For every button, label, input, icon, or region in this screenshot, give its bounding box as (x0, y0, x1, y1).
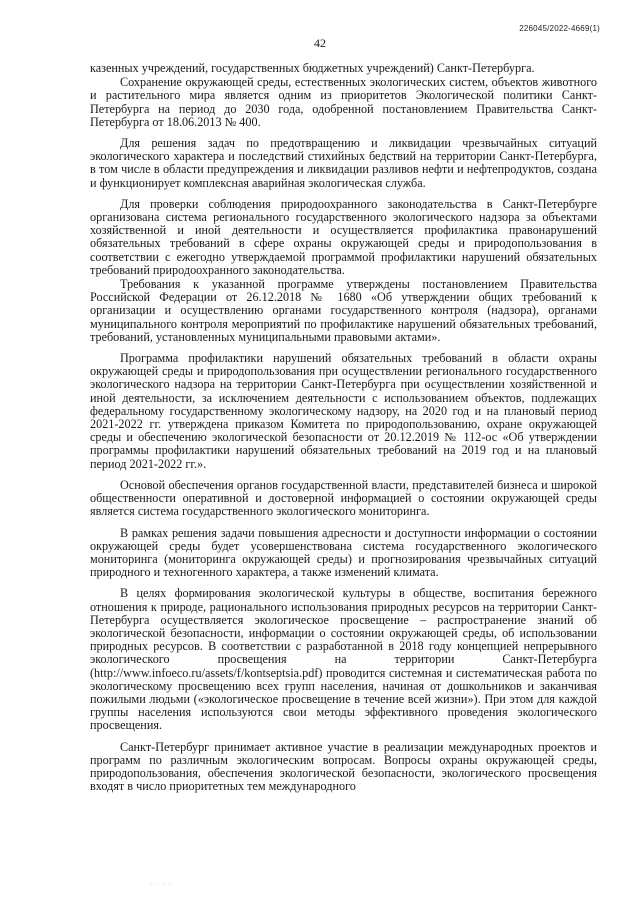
paragraph: Сохранение окружающей среды, естественных экологических систем, объектов животного и растительного мира является одним из приоритетов Экологической политики Санкт-Петербурга на период до 2030 года, одобренной постановлением Правительства Санкт-Петербурга от 18.06.2013 № 400. (90, 75, 597, 129)
scan-marks: · · · · (150, 881, 172, 889)
page-number: 42 (314, 36, 326, 50)
paragraph: В целях формирования экологической культуры в обществе, воспитания бережного отношения к природе, рационального использования природных ресурсов на территории Санкт-Петербурга осуществляется экологическое просвещение – распространение знаний об экологической безопасности, информации о состоянии окружающей среды, об использовании природных ресурсов. В соответствии с разработанной в 2018 году концепцией непрерывного экологического просвещения на территории Санкт-Петербурга (http://www.infoeco.ru/assets/f/kontseptsia.pdf) проводится системная и систематическая работа по экологическому просвещению всех групп населения, начиная от дошкольников и заканчивая пожилыми людьми («экологическое просвещение в течение всей жизни»). При этом для каждой группы населения используются свои методы эффективного проведения экологического просвещения. (90, 586, 597, 733)
paragraph: Для проверки соблюдения природоохранного законодательства в Санкт-Петербурге организована система регионального государственного экологического надзора за объектами хозяйственной и иной деятельности и осуществляется профилактика правонарушений обязательных требований в сфере охраны окружающей среды и природопользования в соответствии с ежегодно утверждаемой программой профилактики нарушений обязательных требований природоохранного законодательства. (90, 196, 597, 277)
document-body (90, 62, 597, 793)
paragraph: казенных учреждений, государственных бюджетных учреждений) Санкт-Петербурга. (90, 61, 535, 75)
paragraph: Санкт-Петербург принимает активное участие в реализации международных проектов и программ по различным экологическим вопросам. Вопросы охраны окружающей среды, природопользования, обеспечения экологической безопасности, экологического просвещения входят в число приоритетных тем международного (90, 739, 597, 794)
document-id: 226045/2022-4669(1) (519, 24, 600, 33)
paragraph: Для решения задач по предотвращению и ликвидации чрезвычайных ситуаций экологического характера и последствий стихийных бедствий на территории Санкт-Петербурга, в том числе в области предупреждения и ликвидации разливов нефти и нефтепродуктов, создана и функционирует комплексная аварийная экологическая служба. (90, 136, 597, 190)
paragraph: Основой обеспечения органов государственной власти, представителей бизнеса и широкой общественности оперативной и достоверной информацией о состоянии окружающей среды является система государственного экологического мониторинга. (90, 477, 597, 519)
paragraph: В рамках решения задачи повышения адресности и доступности информации о состоянии окружающей среды будет усовершенствована система государственного экологического мониторинга (мониторинга окружающей среды) и прогнозирования чрезвычайных ситуаций природного и техногенного характера, а также изменений климата. (90, 525, 597, 580)
paragraph: Программа профилактики нарушений обязательных требований в области охраны окружающей среды и природопользования при осуществлении регионального государственного экологического надзора на территории Санкт-Петербурга при осуществлении хозяйственной и иной деятельности, за исключением деятельности с использованием объектов, подлежащих федеральному государственному экологическому надзору, на 2020 год и на плановый период 2021-2022 гг. утверждена приказом Комитета по природопользованию, охране окружающей среды и обеспечению экологической безопасности от 20.12.2019 № 112-ос «Об утверждении программы профилактики нарушений обязательных требований на 2019 год и на плановый период 2021-2022 гг.». (90, 351, 597, 471)
paragraph: Требования к указанной программе утверждены постановлением Правительства Российской Федерации от 26.12.2018 № 1680 «Об утверждении общих требований к организации и осуществлению органами государственного контроля (надзора), органами муниципального контроля мероприятий по профилактике нарушений обязательных требований, требований, установленных муниципальными правовыми актами». (90, 277, 597, 344)
